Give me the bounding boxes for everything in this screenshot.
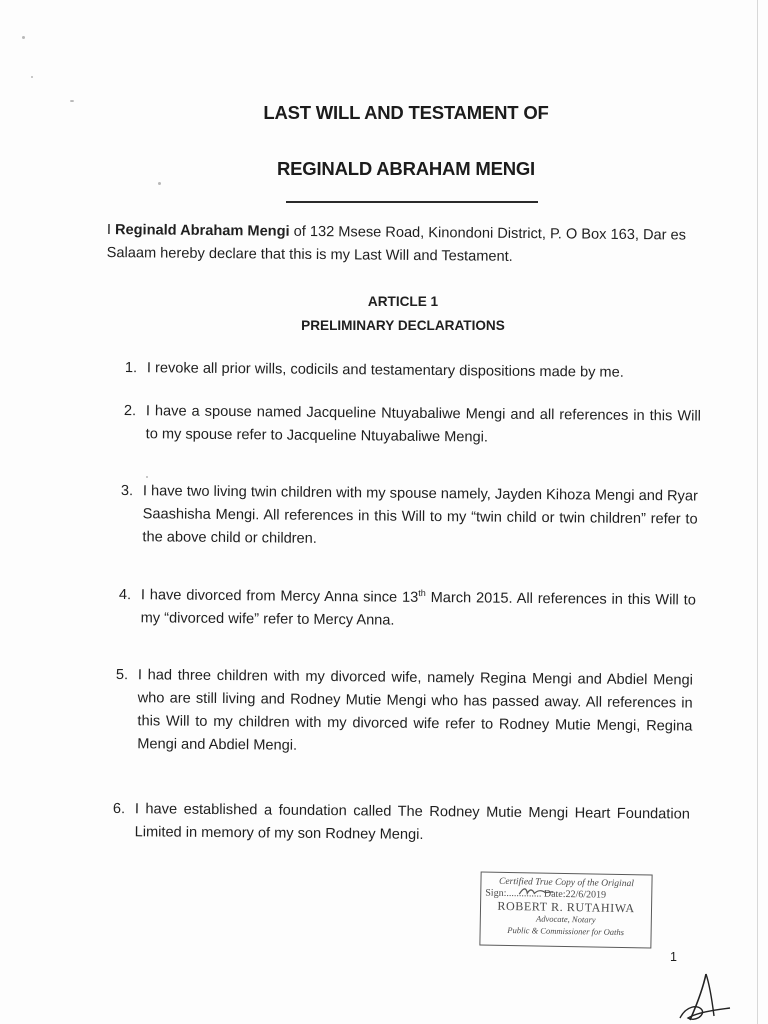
clause-number: 3. — [120, 482, 134, 500]
scan-speck — [22, 36, 25, 39]
stamp-notary-name: ROBERT R. RUTAHIWA — [497, 898, 635, 916]
page-number: 1 — [670, 950, 677, 964]
stamp-signature-icon — [517, 885, 557, 898]
clause-text: I have a spouse named Jacqueline Ntuyabaliwe Mengi and all references in this Will to my spouse refer to Jacqueline Ntuyabaliwe Mengi. — [145, 403, 701, 446]
scan-speck — [158, 182, 161, 185]
intro-text: of 132 Msese Road, Kinondoni District, P. O Box 163, Dar es Salaam hereby declare that this is my Last Will and Testament. — [106, 223, 687, 265]
intro-paragraph — [107, 219, 707, 271]
clause-number: 1. — [124, 359, 138, 377]
document-title-line-2: REGINALD ABRAHAM MENGI — [276, 158, 535, 179]
article-number: ARTICLE 1 — [367, 294, 439, 309]
scan-speck — [31, 76, 33, 78]
page-edge — [757, 0, 758, 1024]
clause-text — [141, 584, 696, 635]
document-title-line-1: LAST WILL AND TESTAMENT OF — [263, 102, 549, 123]
ordinal-suffix: th — [418, 588, 426, 599]
stamp-commission-line: Public & Commissioner for Oaths — [507, 924, 625, 938]
clause-text-part: I have divorced from Mercy Anna since 13 — [140, 587, 419, 606]
testator-name: Reginald Abraham Mengi — [114, 222, 290, 240]
clause-text: I revoke all prior wills, codicils and testamentary dispositions made by me. — [146, 360, 624, 381]
clause-text: I had three children with my divorced wife, namely Regina Mengi and Abdiel Mengi who are still living and Rodney Mutie Mengi who has passed away. All references in this Will to my children with my divorced wife refer to Rodney Mutie Mengi, Regina Mengi and Abdiel Mengi. — [137, 667, 693, 754]
title-underline — [286, 201, 538, 203]
certification-stamp — [479, 872, 652, 949]
stamp-sign-date-line: Sign:.............. Date:22/6/2019 — [485, 887, 607, 901]
clause-text: I have two living twin children with my spouse namely, Jayden Kihoza Mengi and Ryar Saashisha Mengi. All references in this Will to my “twin child or twin children” refer to the above child or children. — [142, 483, 698, 547]
scan-speck — [146, 476, 148, 478]
initials-signature-icon — [676, 970, 732, 1024]
clause-text: I have established a foundation called The Rodney Mutie Mengi Heart Foundation Limited in memory of my son Rodney Mengi. — [134, 801, 690, 843]
article-title: PRELIMINARY DECLARATIONS — [301, 318, 505, 333]
stamp-certified-line: Certified True Copy of the Original — [498, 876, 634, 890]
clause-number: 2. — [123, 402, 137, 420]
clause-number: 6. — [112, 800, 126, 818]
intro-prefix: I — [106, 221, 116, 239]
clause-number: 4. — [118, 586, 132, 604]
clause-number: 5. — [115, 666, 129, 684]
stamp-title-line: Advocate, Notary — [536, 913, 596, 925]
clause-text-part: March 2015. All references in this Will to my “divorced wife” refer to Mercy Anna. — [140, 589, 696, 629]
